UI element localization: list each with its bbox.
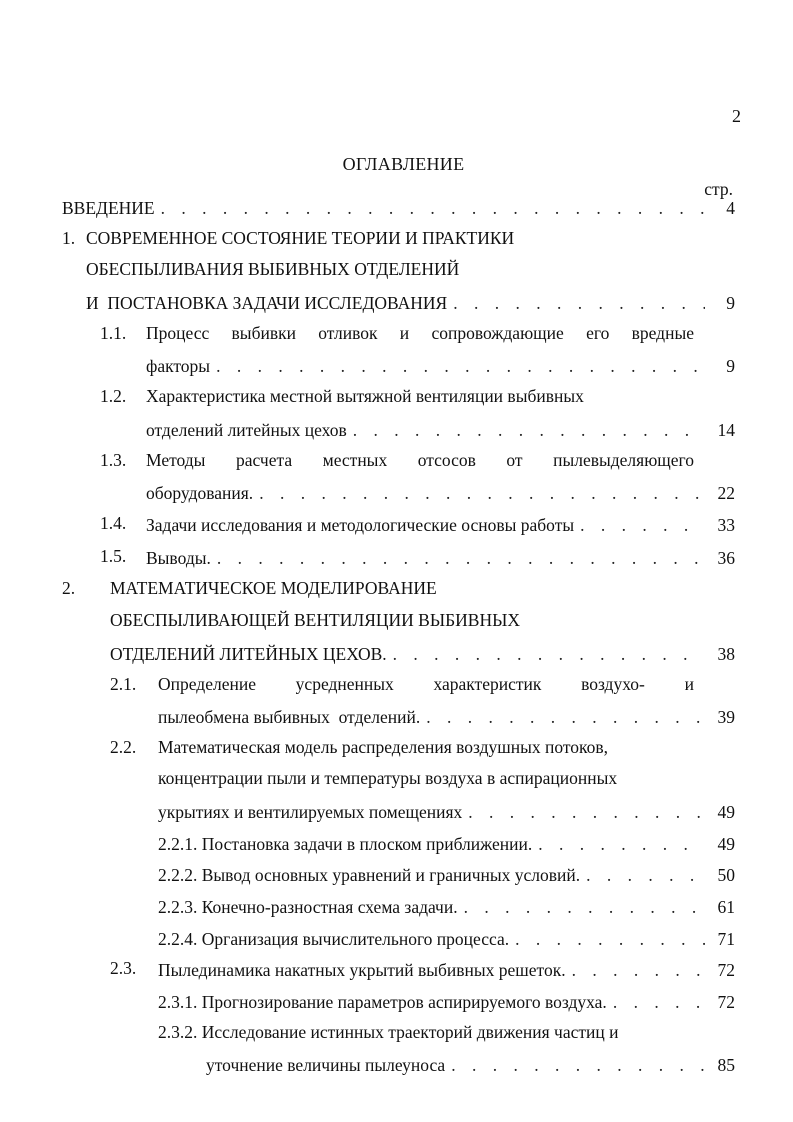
leader-dots [538, 832, 705, 856]
subsection-title: 2.2.3. Конечно-разностная схема задачи. [158, 897, 458, 917]
toc-entry-1-4[interactable] [146, 513, 735, 537]
toc-entry-2-1[interactable] [158, 705, 735, 729]
toc-entry-1-1[interactable] [146, 354, 735, 378]
toc-entry-2-2[interactable] [158, 800, 735, 824]
section-number: 2.2. [110, 737, 137, 757]
subsection-title: 2.2.4. Организация вычислительного процесса. [158, 929, 510, 949]
section-title-line: Пылединамика накатных укрытий выбивных решеток. [158, 960, 566, 980]
section-title-line: Определение усредненных характеристик воздухо- и [158, 674, 694, 694]
section-title-line: Математическая модель распределения воздушных потоков, [158, 737, 609, 757]
section-title-line: концентрации пыли и температуры воздуха в аспирационных [158, 768, 618, 788]
section-title-line: Процесс выбивки отливок и сопровождающие его вредные [146, 323, 694, 343]
entry-page: 61 [717, 897, 735, 917]
subsection-title: 2.2.2. Вывод основных уравнений и граничных условий. [158, 865, 581, 885]
toc-entry-chapter-2[interactable] [110, 642, 735, 666]
entry-page: 49 [717, 834, 735, 854]
section-title-line: Методы расчета местных отсосов от пылевыделяющего [146, 450, 694, 470]
entry-page: 14 [717, 420, 735, 440]
chapter-title-line: ОБЕСПЫЛИВАЮЩЕЙ ВЕНТИЛЯЦИИ ВЫБИВНЫХ [110, 610, 520, 630]
chapter-title-line: СОВРЕМЕННОЕ СОСТОЯНИЕ ТЕОРИИ И ПРАКТИКИ [86, 228, 515, 248]
leader-dots [426, 705, 705, 729]
toc-entry-2-2-1[interactable] [158, 832, 735, 856]
section-title-line: Задачи исследования и методологические основы работы [146, 515, 575, 535]
toc-entry-1-5[interactable] [146, 546, 735, 570]
toc-entry-intro[interactable] [62, 196, 735, 220]
entry-page: 71 [717, 929, 735, 949]
section-number: 1.4. [100, 513, 127, 533]
section-number: 2.1. [110, 674, 137, 694]
entry-page: 72 [717, 992, 735, 1012]
leader-dots [161, 196, 705, 220]
toc-entry-2-3-2[interactable] [206, 1053, 735, 1077]
toc-entry-2-3-1[interactable] [158, 990, 735, 1014]
section-title-line: Выводы. [146, 548, 211, 568]
leader-dots [353, 418, 705, 442]
entry-page: 49 [717, 802, 735, 822]
chapter-title-line: ОБЕСПЫЛИВАНИЯ ВЫБИВНЫХ ОТДЕЛЕНИЙ [86, 259, 460, 279]
section-number: 1.1. [100, 323, 127, 343]
leader-dots [259, 481, 705, 505]
leader-dots [216, 354, 705, 378]
leader-dots [217, 546, 705, 570]
leader-dots [580, 513, 705, 537]
entry-page: 22 [717, 483, 735, 503]
page-column-label: стр. [704, 179, 733, 199]
section-title-line: пылеобмена выбивных отделений. [158, 707, 421, 727]
toc-entry-1-3[interactable] [146, 481, 735, 505]
section-number: 1.2. [100, 386, 127, 406]
subsection-title: уточнение величины пылеуноса [206, 1055, 446, 1075]
leader-dots [613, 990, 705, 1014]
toc-title: ОГЛАВЛЕНИЕ [342, 154, 465, 174]
leader-dots [464, 895, 705, 919]
chapter-title-line: И ПОСТАНОВКА ЗАДАЧИ ИССЛЕДОВАНИЯ [86, 293, 448, 313]
chapter-number: 2. [62, 578, 76, 598]
section-title-line: оборудования. [146, 483, 254, 503]
leader-dots [586, 863, 705, 887]
leader-dots [515, 927, 705, 951]
toc-entry-2-2-2[interactable] [158, 863, 735, 887]
entry-page: 4 [726, 198, 735, 218]
toc-entry-2-2-4[interactable] [158, 927, 735, 951]
toc-entry-chapter-1[interactable] [86, 291, 735, 315]
section-number: 1.5. [100, 546, 127, 566]
leader-dots [451, 1053, 705, 1077]
section-title-line: укрытиях и вентилируемых помещениях [158, 802, 463, 822]
toc-entry-2-3[interactable] [158, 958, 735, 982]
leader-dots [572, 958, 705, 982]
chapter-title-line: МАТЕМАТИЧЕСКОЕ МОДЕЛИРОВАНИЕ [110, 578, 437, 598]
toc-entry-2-2-3[interactable] [158, 895, 735, 919]
subsection-title: 2.3.2. Исследование истинных траекторий движения частиц и [158, 1022, 619, 1042]
page-number: 2 [732, 106, 741, 126]
entry-page: 9 [726, 356, 735, 376]
section-title-line: факторы [146, 356, 211, 376]
section-title-line: Характеристика местной вытяжной вентиляции выбивных [146, 386, 584, 406]
section-title-line: отделений литейных цехов [146, 420, 347, 440]
leader-dots [468, 800, 705, 824]
entry-page: 72 [717, 960, 735, 980]
entry-label: ВВЕДЕНИЕ [62, 198, 155, 218]
entry-page: 50 [717, 865, 735, 885]
entry-page: 39 [717, 707, 735, 727]
section-number: 1.3. [100, 450, 127, 470]
chapter-title-line: ОТДЕЛЕНИЙ ЛИТЕЙНЫХ ЦЕХОВ. [110, 644, 387, 664]
entry-page: 38 [717, 644, 735, 664]
section-number: 2.3. [110, 958, 137, 978]
leader-dots [453, 291, 705, 315]
entry-page: 33 [717, 515, 735, 535]
entry-page: 36 [717, 548, 735, 568]
subsection-title: 2.3.1. Прогнозирование параметров аспирируемого воздуха. [158, 992, 607, 1012]
toc-entry-1-2[interactable] [146, 418, 735, 442]
leader-dots [393, 642, 705, 666]
chapter-number: 1. [62, 228, 76, 248]
subsection-title: 2.2.1. Постановка задачи в плоском приближении. [158, 834, 533, 854]
entry-page: 9 [726, 293, 735, 313]
entry-page: 85 [717, 1055, 735, 1075]
